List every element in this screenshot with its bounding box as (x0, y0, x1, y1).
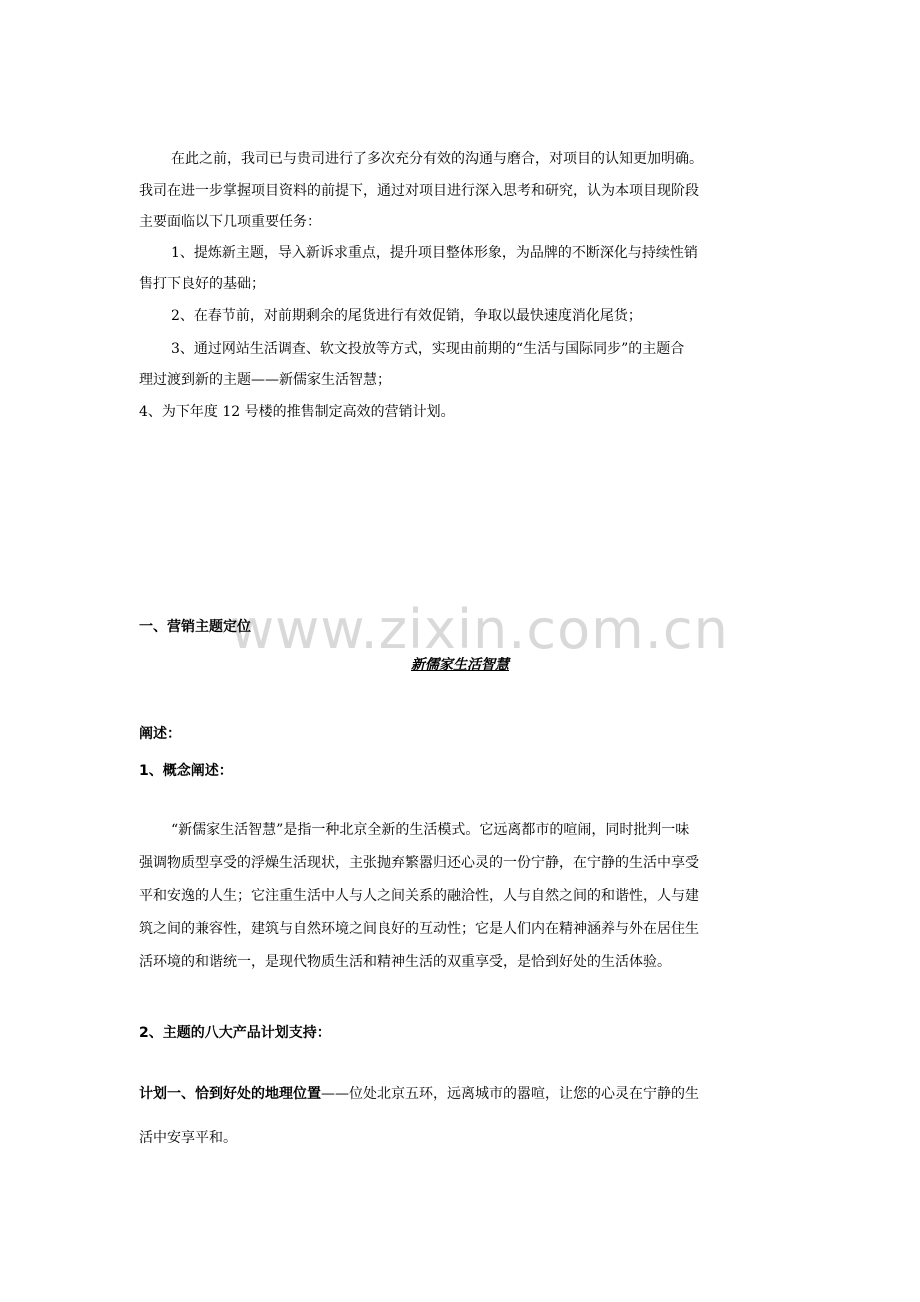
theme-title: 新儒家生活智慧 (411, 657, 509, 673)
task-item-continuation: 售打下良好的基础； (139, 276, 265, 292)
explain-label: 阐述： (139, 726, 181, 742)
plan-item (139, 1084, 699, 1104)
task-item: 3、通过网站生活调查、软文投放等方式，实现由前期的“生活与国际同步”的主题合 (171, 341, 685, 357)
plan-text: ——位处北京五环，远离城市的嚣喧，让您的心灵在宁静的生 (321, 1086, 699, 1102)
concept-line: 平和安逸的人生；它注重生活中人与人之间关系的融洽性，人与自然之间的和谐性，人与建 (139, 888, 699, 904)
watermark: www.zixin.com.cn (230, 598, 729, 661)
plan-title: 计划一、恰到好处的地理位置 (139, 1086, 321, 1102)
concept-line: 活环境的和谐统一，是现代物质生活和精神生活的双重享受，是恰到好处的生活体验。 (139, 954, 671, 970)
intro-line: 在此之前，我司已与贵司进行了多次充分有效的沟通与磨合，对项目的认知更加明确。 (171, 151, 703, 167)
plan-text-continuation: 活中安享平和。 (139, 1130, 237, 1146)
section-heading: 一、营销主题定位 (139, 619, 251, 635)
intro-line: 我司在进一步掌握项目资料的前提下，通过对项目进行深入思考和研究，认为本项目现阶段 (139, 183, 699, 199)
concept-line: 筑之间的兼容性，建筑与自然环境之间良好的互动性；它是人们内在精神涵养与外在居住生 (139, 921, 699, 937)
task-item: 1、提炼新主题，导入新诉求重点，提升项目整体形象，为品牌的不断深化与持续性销 (171, 245, 698, 261)
task-item: 2、在春节前，对前期剩余的尾货进行有效促销，争取以最快速度消化尾货； (171, 308, 642, 324)
concept-line: “新儒家生活智慧”是指一种北京全新的生活模式。它远离都市的喧闹，同时批判一味 (171, 822, 690, 838)
concept-heading: 1、概念阐述： (139, 763, 233, 779)
task-item: 4、为下年度 12 号楼的推售制定高效的营销计划。 (139, 404, 455, 420)
intro-line: 主要面临以下几项重要任务： (139, 214, 321, 230)
task-item-continuation: 理过渡到新的主题——新儒家生活智慧； (139, 372, 391, 388)
concept-line: 强调物质型享受的浮燥生活现状，主张抛弃繁嚣归还心灵的一份宁静，在宁静的生活中享受 (139, 855, 699, 871)
products-heading: 2、主题的八大产品计划支持： (139, 1025, 331, 1041)
